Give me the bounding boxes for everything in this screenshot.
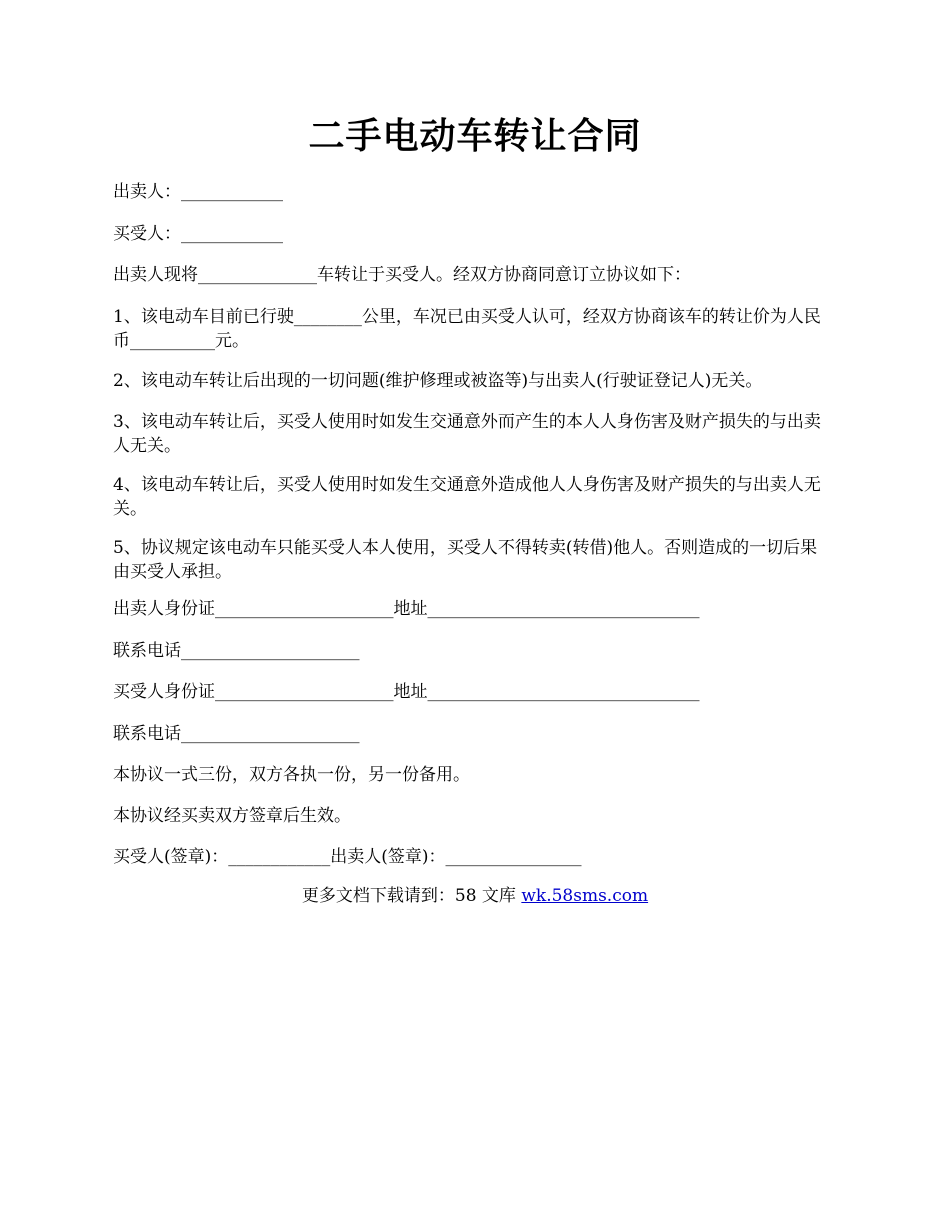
signature-line: 买受人(签章)：____________出卖人(签章)：________________ [113, 847, 582, 867]
intro-paragraph: 出卖人现将______________车转让于买受人。经双方协商同意订立协议如下： [113, 265, 691, 285]
clause-3: 3、该电动车转让后，买受人使用时如发生交通意外而产生的本人人身伤害及财产损失的与出卖人无关。 [113, 412, 821, 456]
buyer-id-address-line: 买受人身份证_____________________地址________________________________ [113, 682, 700, 702]
copies-paragraph: 本协议一式三份，双方各执一份，另一份备用。 [113, 765, 470, 785]
seller-id-address-line: 出卖人身份证_____________________地址________________________________ [113, 599, 700, 619]
seller-phone-line: 联系电话_____________________ [113, 641, 360, 661]
footer-text: 更多文档下载请到：58 文库 [301, 886, 522, 906]
clause-1: 1、该电动车目前已行驶________公里，车况已由买受人认可，经双方协商该车的转让价为人民币__________元。 [113, 307, 821, 351]
clause-5: 5、协议规定该电动车只能买受人本人使用，买受人不得转卖(转借)他人。否则造成的一切后果由买受人承担。 [113, 538, 818, 582]
footer [0, 884, 950, 908]
document-title: 二手电动车转让合同 [308, 115, 642, 157]
clause-2: 2、该电动车转让后出现的一切问题(维护修理或被盗等)与出卖人(行驶证登记人)无关。 [113, 371, 763, 391]
effective-paragraph: 本协议经买卖双方签章后生效。 [113, 806, 351, 826]
footer-link[interactable]: wk.58sms.com [521, 886, 649, 906]
seller-line: 出卖人：____________ [113, 182, 283, 202]
buyer-line: 买受人：____________ [113, 224, 283, 244]
buyer-phone-line: 联系电话_____________________ [113, 724, 360, 744]
clause-4: 4、该电动车转让后，买受人使用时如发生交通意外造成他人人身伤害及财产损失的与出卖人无关。 [113, 475, 821, 519]
